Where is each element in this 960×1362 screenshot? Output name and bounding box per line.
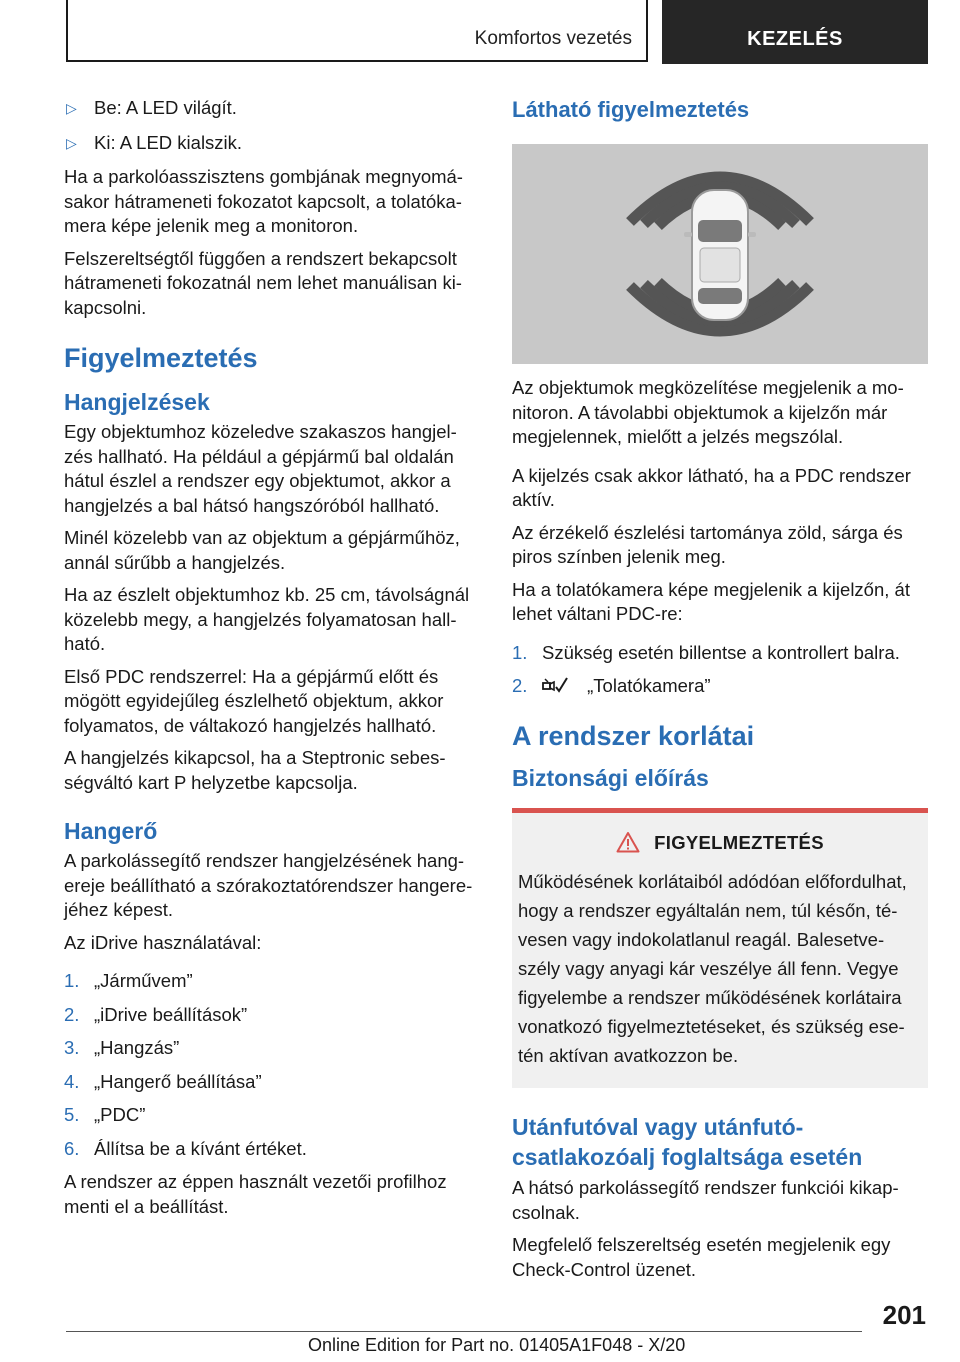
step-item	[64, 1036, 478, 1061]
header-section-box	[66, 0, 648, 62]
step-text: Állítsa be a kívánt értéket.	[94, 1137, 307, 1159]
step-number: 5.	[64, 1104, 80, 1125]
warning-box	[512, 808, 928, 1089]
step-item	[512, 641, 928, 666]
step-number: 2.	[64, 1003, 80, 1025]
paragraph: Ha az észlelt objektumhoz kb. 25 cm, távolságnál közelebb megy, a hangjelzés folyamatosan hall-ható.	[64, 584, 470, 654]
paragraph: Megfelelő felszereltség esetén megjelenik egy Check-Control üzenet.	[512, 1234, 891, 1280]
rear-camera-icon	[542, 675, 568, 702]
step-number: 3.	[64, 1037, 80, 1058]
paragraph: Az objektumok megközelítése megjelenik a mo-nitoron. A távolabbi objektumok a kijelzőn már megjelennek, mielőtt a jelzés megszólal.	[512, 377, 904, 447]
paragraph: A hangjelzés kikapcsol, ha a Steptronic sebes-ségváltó kart P helyzetbe kapcsolja.	[64, 747, 446, 793]
pdc-display-image	[512, 144, 928, 364]
pdc-car-illustration	[512, 144, 928, 364]
heading-trailer: Utánfutóval vagy utánfutó-csatlakozóalj foglaltsága esetén	[512, 1114, 863, 1170]
paragraph: Ha a tolatókamera képe megjelenik a kijelzőn, át lehet váltani PDC-re:	[512, 578, 910, 624]
step-number: 4.	[64, 1070, 80, 1092]
step-item	[64, 1137, 478, 1162]
step-text: „PDC”	[94, 1104, 146, 1125]
step-number: 2.	[512, 675, 528, 696]
header-chapter-tab	[662, 0, 928, 64]
list-item	[64, 131, 478, 156]
right-column	[512, 96, 928, 1290]
paragraph: Egy objektumhoz közeledve szakaszos hangjel-zés hallható. Ha például a gépjármű bal oldalán hátul észlel a rendszer egy objektumot, akkor a hangjelzés a bal hátsó hangszóróból hallható.	[64, 421, 457, 516]
paragraph: Ha a parkolóasszisztens gombjának megnyomá-sakor hátrameneti fokozatot kapcsolt, a tolatóka-mera képe jelenik meg a monitoron.	[64, 166, 463, 236]
heading-system-limits: A rendszer korlátai	[512, 720, 755, 751]
step-text: „Járművem”	[94, 970, 193, 991]
bullet-text: Be: A LED világít.	[94, 97, 237, 118]
triangle-bullet-icon: ▷	[66, 100, 77, 116]
step-item	[64, 1003, 478, 1028]
bullet-text: Ki: A LED kialszik.	[94, 131, 243, 153]
list-item	[64, 96, 478, 121]
header-chapter-title: KEZELÉS	[747, 28, 843, 50]
heading-safety: Biztonsági előírás	[512, 764, 709, 791]
step-text: „Hangzás”	[94, 1037, 180, 1058]
paragraph: Az érzékelő észlelési tartománya zöld, sárga és piros színben jelenik meg.	[512, 521, 903, 567]
triangle-bullet-icon: ▷	[66, 134, 77, 151]
paragraph: Minél közelebb van az objektum a gépjárműhöz, annál sűrűbb a hangjelzés.	[64, 527, 460, 573]
step-text: „iDrive beállítások”	[94, 1003, 248, 1025]
page-header	[66, 0, 928, 64]
paragraph: A rendszer az éppen használt vezetői profilhoz menti el a beállítást.	[64, 1171, 447, 1217]
step-item	[64, 1103, 478, 1128]
paragraph: A hátsó parkolássegítő rendszer funkciói kikap-csolnak.	[512, 1177, 899, 1223]
step-text: „Tolatókamera”	[587, 675, 711, 696]
step-number: 1.	[512, 641, 528, 663]
step-number: 6.	[64, 1137, 80, 1159]
paragraph: Felszereltségtől függően a rendszert bekapcsolt hátrameneti fokozatnál nem lehet manuálisan ki-kapcsolni.	[64, 247, 462, 318]
step-number: 1.	[64, 970, 80, 991]
heading-volume: Hangerő	[64, 818, 158, 844]
paragraph: A parkolássegítő rendszer hangjelzésének hang-ereje beállítható a szórakoztatórendszer hangere-jéhez képest.	[64, 850, 473, 920]
warning-title-text: FIGYELMEZTETÉS	[654, 831, 824, 853]
step-item	[64, 969, 478, 994]
warning-triangle-icon	[616, 831, 640, 860]
warning-title	[518, 831, 922, 860]
header-section-title: Komfortos vezetés	[474, 28, 632, 49]
footer-divider	[66, 1331, 862, 1332]
footer-edition: Online Edition for Part no. 01405A1F048 - X/20	[308, 1335, 686, 1355]
step-item	[64, 1070, 478, 1095]
heading-sound-signals: Hangjelzések	[64, 389, 210, 415]
paragraph: Az iDrive használatával:	[64, 931, 262, 953]
heading-visible-warning: Látható figyelmeztetés	[512, 97, 750, 122]
warning-text: Működésének korlátaiból adódóan előfordulhat, hogy a rendszer egyáltalán nem, túl későn, té-vesen vagy indokolatlanul reagál. Balesetve-szély vagy anyagi kár veszélye áll fenn. Vegye figyelembe a rendszer működésének korlátaira vonatkozó figyelmeztetéseket, és szükség ese-tén aktívan avatkozzon be.	[518, 871, 907, 1066]
paragraph: Első PDC rendszerrel: Ha a gépjármű előtt és mögött egyidejűleg észlelhető objektum, akkor folyamatos, de váltakozó hangjelzés hallható.	[64, 665, 444, 736]
step-item	[512, 674, 928, 702]
step-text: Szükség esetén billentse a kontrollert balra.	[542, 641, 900, 663]
heading-warning: Figyelmeztetés	[64, 343, 258, 373]
left-column	[64, 96, 478, 1227]
step-text: „Hangerő beállítása”	[94, 1070, 262, 1092]
page-number: 201	[882, 1300, 926, 1330]
paragraph: A kijelzés csak akkor látható, ha a PDC rendszer aktív.	[512, 464, 911, 510]
